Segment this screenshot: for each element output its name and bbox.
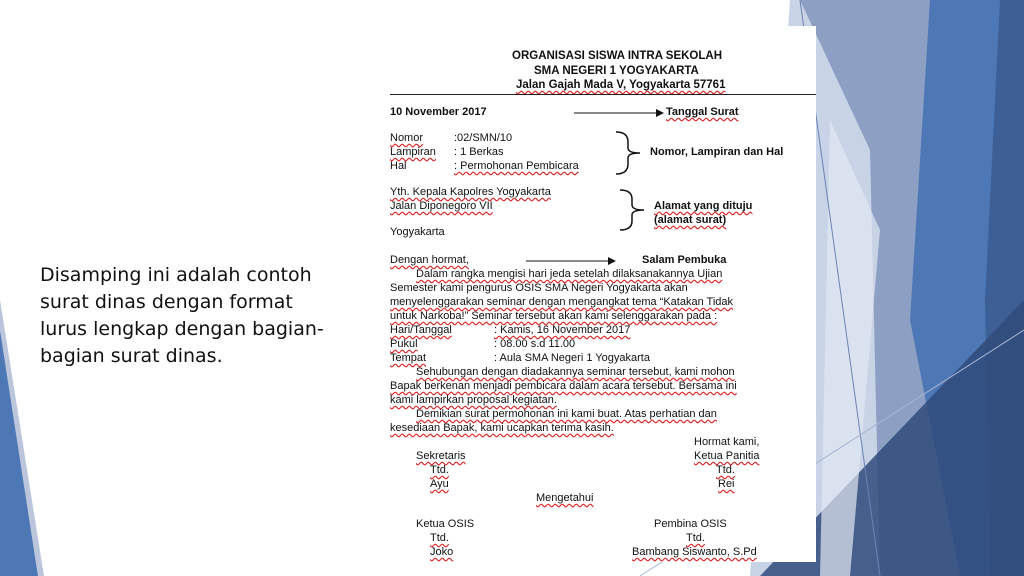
address-line: Jalan Diponegoro VII	[390, 200, 493, 212]
body2-line: Sehubungan dengan diadakannya seminar tersebut, kami mohon	[416, 366, 735, 378]
caption-line: lurus lengkap dengan bagian-	[40, 318, 324, 340]
body2-line: kami lampirkan proposal kegiatan.	[390, 394, 557, 406]
letter-header-org: ORGANISASI SISWA INTRA SEKOLAH	[512, 50, 722, 62]
caption-line: surat dinas dengan format	[40, 291, 293, 313]
caption-line: bagian surat dinas.	[40, 345, 223, 367]
sekretaris-title: Sekretaris	[416, 450, 466, 462]
body3-line: kesediaan Bapak, kami ucapkan terima kasih.	[390, 422, 614, 434]
nomor-label: Nomor	[390, 132, 424, 144]
sekretaris-ttd: Ttd.	[430, 464, 449, 476]
letter-document	[376, 26, 816, 562]
mengetahui: Mengetahui	[536, 492, 594, 504]
body-line: untuk Narkoba!” Seminar tersebut akan kami selenggarakan pada :	[390, 310, 718, 322]
nomor-value: :02/SMN/10	[454, 132, 513, 144]
ketua-osis-ttd: Ttd.	[430, 532, 449, 544]
pembina-name: Bambang Siswanto, S.Pd	[632, 546, 757, 558]
ketua-panitia-name: Rei	[718, 478, 735, 490]
ketua-osis-name: Joko	[430, 546, 454, 558]
brace-icon	[618, 188, 648, 232]
ketua-panitia-ttd: Ttd.	[716, 464, 735, 476]
lampiran-value: : 1 Berkas	[454, 146, 504, 158]
detail-value: : Kamis, 16 November 2017	[494, 324, 631, 336]
hal-value: : Permohonan Pembicara	[454, 160, 579, 172]
detail-value: : Aula SMA Negeri 1 Yogyakarta	[494, 352, 650, 364]
detail-label: Pukul	[390, 338, 418, 350]
ketua-panitia-title: Ketua Panitia	[694, 450, 760, 462]
annotation-alamat: Alamat yang dituju	[654, 200, 753, 212]
annotation-tanggal: Tanggal Surat	[666, 106, 739, 118]
letter-header-school: SMA NEGERI 1 YOGYAKARTA	[534, 65, 699, 77]
pembina-title: Pembina OSIS	[654, 518, 727, 530]
annotation-salam: Salam Pembuka	[642, 254, 727, 266]
arrow-icon	[526, 256, 616, 266]
sekretaris-name: Ayu	[430, 478, 449, 490]
detail-value: : 08.00 s.d 11.00	[494, 338, 576, 350]
lampiran-label: Lampiran	[390, 146, 436, 158]
arrow-icon	[574, 108, 664, 118]
ketua-osis-title: Ketua OSIS	[416, 518, 475, 530]
salutation: Dengan hormat,	[390, 254, 469, 266]
annotation-nomor: Nomor, Lampiran dan Hal	[650, 146, 784, 158]
caption-line: Disamping ini adalah contoh	[40, 264, 312, 286]
body-line: Semester kami pengurus OSIS SMA Negeri Yogyakarta akan	[390, 282, 688, 294]
letter-header-address: Jalan Gajah Mada V, Yogyakarta 57761	[516, 79, 726, 91]
address-line: Yth. Kepala Kapolres Yogyakarta	[390, 186, 551, 198]
closing: Hormat kami,	[694, 436, 760, 448]
brace-icon	[614, 130, 644, 176]
slide-caption	[40, 262, 340, 370]
header-divider	[390, 94, 816, 95]
letter-date: 10 November 2017	[390, 106, 487, 118]
pembina-ttd: Ttd.	[686, 532, 705, 544]
body-line: Dalam rangka mengisi hari jeda setelah dilaksanakannya Ujian	[416, 268, 723, 280]
body3-line: Demikian surat permohonan ini kami buat. Atas perhatian dan	[416, 408, 717, 420]
annotation-alamat-sub: (alamat surat)	[654, 214, 727, 226]
address-line: Yogyakarta	[390, 226, 445, 238]
hal-label: Hal	[390, 160, 407, 172]
body2-line: Bapak berkenan menjadi pembicara dalam acara tersebut. Bersama ini	[390, 380, 737, 392]
detail-label: Hari/Tanggal	[390, 324, 452, 336]
body-line: menyelenggarakan seminar dengan mengangkat tema “Katakan Tidak	[390, 296, 734, 308]
detail-label: Tempat	[390, 352, 427, 364]
